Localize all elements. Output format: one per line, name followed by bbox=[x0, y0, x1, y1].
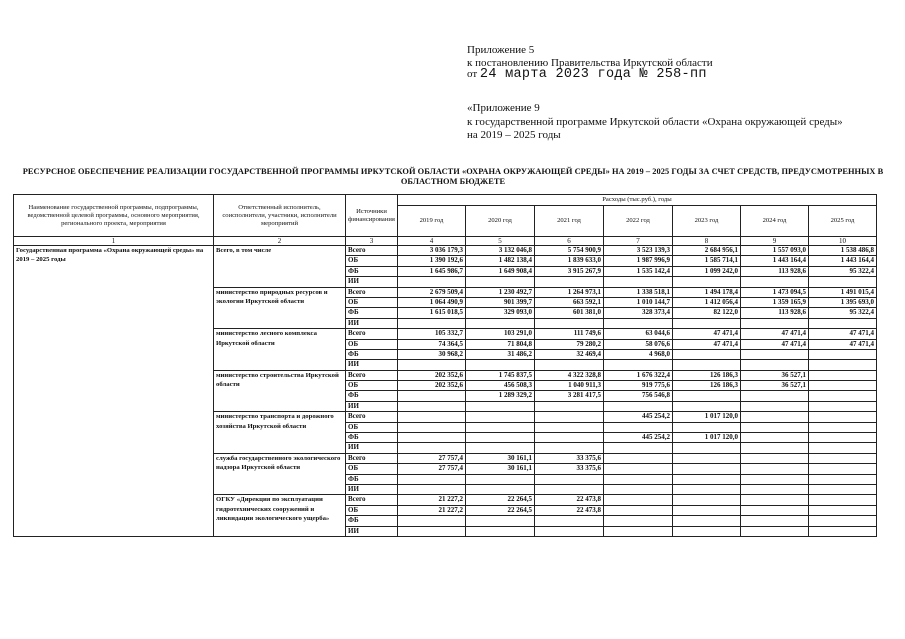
value-cell: 1 064 490,9 bbox=[398, 297, 466, 307]
value-cell: 82 122,0 bbox=[673, 308, 741, 318]
source-cell: ИИ bbox=[346, 484, 398, 494]
program-name-cell: Государственная программа «Охрана окружающей среды» на 2019 – 2025 годы bbox=[14, 246, 214, 537]
value-cell bbox=[466, 401, 535, 411]
resource-table bbox=[13, 194, 877, 537]
value-cell bbox=[604, 495, 673, 505]
value-cell: 1 839 633,0 bbox=[535, 256, 604, 266]
column-number: 1 bbox=[14, 237, 214, 246]
value-cell bbox=[466, 422, 535, 432]
value-cell bbox=[673, 401, 741, 411]
column-number: 3 bbox=[346, 237, 398, 246]
source-cell: ИИ bbox=[346, 318, 398, 328]
column-number: 9 bbox=[741, 237, 809, 246]
value-cell bbox=[673, 526, 741, 536]
value-cell bbox=[398, 391, 466, 401]
annex-line-2: к постановлению Правительства Иркутской области bbox=[467, 57, 713, 69]
value-cell: 445 254,2 bbox=[604, 412, 673, 422]
table-row bbox=[14, 246, 877, 256]
value-cell bbox=[466, 360, 535, 370]
value-cell bbox=[466, 474, 535, 484]
source-cell: ФБ bbox=[346, 516, 398, 526]
value-cell bbox=[673, 443, 741, 453]
value-cell bbox=[673, 516, 741, 526]
value-cell bbox=[809, 433, 877, 443]
source-cell: ОБ bbox=[346, 256, 398, 266]
source-cell: ИИ bbox=[346, 401, 398, 411]
value-cell: 47 471,4 bbox=[741, 339, 809, 349]
annex9-line-3: на 2019 – 2025 годы bbox=[467, 129, 561, 141]
source-cell: ОБ bbox=[346, 422, 398, 432]
annex9-line-2: к государственной программе Иркутской области «Охрана окружающей среды» bbox=[467, 116, 843, 128]
value-cell bbox=[466, 516, 535, 526]
annex-from: от bbox=[467, 68, 478, 80]
value-cell bbox=[604, 516, 673, 526]
value-cell bbox=[809, 422, 877, 432]
value-cell bbox=[466, 443, 535, 453]
value-cell bbox=[673, 453, 741, 463]
value-cell bbox=[741, 443, 809, 453]
value-cell bbox=[604, 505, 673, 515]
value-cell bbox=[809, 495, 877, 505]
value-cell bbox=[673, 495, 741, 505]
value-cell: 47 471,4 bbox=[673, 339, 741, 349]
value-cell bbox=[398, 474, 466, 484]
value-cell bbox=[604, 474, 673, 484]
value-cell: 113 928,6 bbox=[741, 266, 809, 276]
value-cell bbox=[741, 391, 809, 401]
value-cell: 1 230 492,7 bbox=[466, 287, 535, 297]
value-cell: 3 132 046,8 bbox=[466, 246, 535, 256]
value-cell: 1 338 518,1 bbox=[604, 287, 673, 297]
value-cell bbox=[604, 422, 673, 432]
value-cell: 3 281 417,5 bbox=[535, 391, 604, 401]
source-cell: ФБ bbox=[346, 474, 398, 484]
value-cell bbox=[741, 526, 809, 536]
value-cell bbox=[741, 349, 809, 359]
value-cell bbox=[398, 318, 466, 328]
value-cell bbox=[466, 318, 535, 328]
col-header-name: Наименование государственной программы, подпрограммы, ведомственной целевой программы, основного мероприятия, регионального проекта, мероприятия bbox=[14, 195, 214, 237]
value-cell: 901 399,7 bbox=[466, 297, 535, 307]
value-cell: 1 017 120,0 bbox=[673, 433, 741, 443]
value-cell: 4 322 328,8 bbox=[535, 370, 604, 380]
value-cell bbox=[466, 484, 535, 494]
value-cell bbox=[741, 401, 809, 411]
value-cell: 1 615 018,5 bbox=[398, 308, 466, 318]
year-header: 2023 год bbox=[673, 206, 741, 237]
value-cell: 126 186,3 bbox=[673, 370, 741, 380]
value-cell bbox=[535, 422, 604, 432]
value-cell: 31 486,2 bbox=[466, 349, 535, 359]
value-cell bbox=[741, 433, 809, 443]
value-cell bbox=[673, 505, 741, 515]
value-cell bbox=[604, 277, 673, 287]
value-cell bbox=[673, 474, 741, 484]
col-header-executor: Ответственный исполнитель, соисполнители, участники, исполнители мероприятий bbox=[214, 195, 346, 237]
value-cell: 1 649 908,4 bbox=[466, 266, 535, 276]
value-cell: 22 473,8 bbox=[535, 495, 604, 505]
value-cell bbox=[809, 370, 877, 380]
value-cell bbox=[604, 318, 673, 328]
value-cell bbox=[809, 443, 877, 453]
value-cell: 4 968,0 bbox=[604, 349, 673, 359]
value-cell: 1 443 164,4 bbox=[809, 256, 877, 266]
value-cell bbox=[398, 422, 466, 432]
value-cell bbox=[809, 474, 877, 484]
value-cell: 47 471,4 bbox=[809, 329, 877, 339]
value-cell: 22 264,5 bbox=[466, 495, 535, 505]
executor-cell: служба государственного экологического надзора Иркутской области bbox=[214, 453, 346, 495]
value-cell bbox=[535, 401, 604, 411]
col-header-source: Источники финансирования bbox=[346, 195, 398, 237]
source-cell: Всего bbox=[346, 495, 398, 505]
source-cell: ИИ bbox=[346, 360, 398, 370]
year-header: 2019 год bbox=[398, 206, 466, 237]
value-cell bbox=[398, 484, 466, 494]
value-cell bbox=[809, 349, 877, 359]
value-cell: 202 352,6 bbox=[398, 370, 466, 380]
value-cell bbox=[398, 443, 466, 453]
year-header: 2025 год bbox=[809, 206, 877, 237]
value-cell bbox=[398, 412, 466, 422]
value-cell: 601 381,0 bbox=[535, 308, 604, 318]
value-cell bbox=[809, 360, 877, 370]
value-cell: 30 161,1 bbox=[466, 453, 535, 463]
year-header: 2021 год bbox=[535, 206, 604, 237]
value-cell bbox=[535, 412, 604, 422]
value-cell bbox=[398, 433, 466, 443]
value-cell: 105 332,7 bbox=[398, 329, 466, 339]
value-cell: 32 469,4 bbox=[535, 349, 604, 359]
value-cell: 79 280,2 bbox=[535, 339, 604, 349]
value-cell bbox=[604, 453, 673, 463]
source-cell: ОБ bbox=[346, 381, 398, 391]
value-cell bbox=[809, 277, 877, 287]
value-cell: 1 443 164,4 bbox=[741, 256, 809, 266]
column-number: 8 bbox=[673, 237, 741, 246]
annex9-line-1: «Приложение 9 bbox=[467, 102, 540, 114]
value-cell: 36 527,1 bbox=[741, 370, 809, 380]
column-number: 4 bbox=[398, 237, 466, 246]
value-cell bbox=[466, 277, 535, 287]
document-title-line-1: РЕСУРСНОЕ ОБЕСПЕЧЕНИЕ РЕАЛИЗАЦИИ ГОСУДАРСТВЕННОЙ ПРОГРАММЫ ИРКУТСКОЙ ОБЛАСТИ «ОХРАНА ОКРУЖАЮЩЕЙ СРЕДЫ» НА 2019 – 2025 ГОДЫ ЗА СЧЕТ СРЕДСТВ, ПРЕДУСМОТРЕННЫХ В bbox=[22, 167, 884, 176]
source-cell: ОБ bbox=[346, 464, 398, 474]
executor-cell: ОГКУ «Дирекция по эксплуатации гидротехнических сооружений и ликвидации экологического ущерба» bbox=[214, 495, 346, 537]
year-header: 2022 год bbox=[604, 206, 673, 237]
value-cell: 663 592,1 bbox=[535, 297, 604, 307]
value-cell bbox=[741, 453, 809, 463]
source-cell: ОБ bbox=[346, 505, 398, 515]
executor-cell: Всего, в том числе bbox=[214, 246, 346, 288]
value-cell bbox=[673, 391, 741, 401]
source-cell: ОБ bbox=[346, 339, 398, 349]
value-cell bbox=[398, 516, 466, 526]
source-cell: ИИ bbox=[346, 443, 398, 453]
source-cell: Всего bbox=[346, 246, 398, 256]
value-cell bbox=[673, 422, 741, 432]
value-cell: 22 473,8 bbox=[535, 505, 604, 515]
value-cell: 3 523 139,3 bbox=[604, 246, 673, 256]
value-cell: 1 395 693,0 bbox=[809, 297, 877, 307]
value-cell bbox=[604, 484, 673, 494]
value-cell bbox=[466, 526, 535, 536]
value-cell: 1 676 322,4 bbox=[604, 370, 673, 380]
source-cell: ФБ bbox=[346, 433, 398, 443]
value-cell: 1 645 986,7 bbox=[398, 266, 466, 276]
value-cell: 1 412 056,4 bbox=[673, 297, 741, 307]
value-cell: 3 036 179,3 bbox=[398, 246, 466, 256]
value-cell: 1 264 973,1 bbox=[535, 287, 604, 297]
value-cell: 445 254,2 bbox=[604, 433, 673, 443]
value-cell: 113 928,6 bbox=[741, 308, 809, 318]
column-number: 6 bbox=[535, 237, 604, 246]
value-cell: 329 093,0 bbox=[466, 308, 535, 318]
value-cell: 1 987 996,9 bbox=[604, 256, 673, 266]
value-cell bbox=[809, 318, 877, 328]
value-cell bbox=[741, 422, 809, 432]
value-cell bbox=[809, 516, 877, 526]
column-number: 5 bbox=[466, 237, 535, 246]
value-cell bbox=[535, 318, 604, 328]
value-cell bbox=[398, 526, 466, 536]
value-cell bbox=[604, 443, 673, 453]
value-cell: 95 322,4 bbox=[809, 266, 877, 276]
value-cell bbox=[741, 464, 809, 474]
value-cell: 1 482 138,4 bbox=[466, 256, 535, 266]
value-cell bbox=[673, 484, 741, 494]
source-cell: Всего bbox=[346, 329, 398, 339]
source-cell: ФБ bbox=[346, 349, 398, 359]
value-cell bbox=[741, 505, 809, 515]
column-number: 2 bbox=[214, 237, 346, 246]
value-cell: 3 915 267,9 bbox=[535, 266, 604, 276]
value-cell: 36 527,1 bbox=[741, 381, 809, 391]
value-cell bbox=[809, 464, 877, 474]
value-cell: 30 161,1 bbox=[466, 464, 535, 474]
value-cell bbox=[398, 360, 466, 370]
value-cell: 456 508,3 bbox=[466, 381, 535, 391]
value-cell: 1 017 120,0 bbox=[673, 412, 741, 422]
value-cell bbox=[673, 360, 741, 370]
value-cell: 74 364,5 bbox=[398, 339, 466, 349]
year-header: 2020 год bbox=[466, 206, 535, 237]
value-cell bbox=[535, 526, 604, 536]
value-cell bbox=[604, 360, 673, 370]
value-cell bbox=[741, 277, 809, 287]
value-cell: 71 804,8 bbox=[466, 339, 535, 349]
source-cell: Всего bbox=[346, 412, 398, 422]
value-cell: 33 375,6 bbox=[535, 453, 604, 463]
value-cell bbox=[535, 443, 604, 453]
value-cell: 58 076,6 bbox=[604, 339, 673, 349]
source-cell: ОБ bbox=[346, 297, 398, 307]
value-cell bbox=[809, 526, 877, 536]
value-cell: 95 322,4 bbox=[809, 308, 877, 318]
value-cell: 47 471,4 bbox=[741, 329, 809, 339]
value-cell bbox=[673, 277, 741, 287]
value-cell bbox=[673, 318, 741, 328]
value-cell bbox=[673, 349, 741, 359]
executor-cell: министерство строительства Иркутской области bbox=[214, 370, 346, 412]
value-cell bbox=[604, 401, 673, 411]
value-cell: 1 535 142,4 bbox=[604, 266, 673, 276]
value-cell bbox=[604, 526, 673, 536]
value-cell bbox=[741, 474, 809, 484]
source-cell: ИИ bbox=[346, 526, 398, 536]
value-cell: 1 745 837,5 bbox=[466, 370, 535, 380]
column-number: 10 bbox=[809, 237, 877, 246]
value-cell: 1 390 192,6 bbox=[398, 256, 466, 266]
value-cell bbox=[604, 464, 673, 474]
value-cell bbox=[535, 484, 604, 494]
value-cell bbox=[809, 505, 877, 515]
value-cell: 756 546,8 bbox=[604, 391, 673, 401]
source-cell: ФБ bbox=[346, 266, 398, 276]
executor-cell: министерство природных ресурсов и экологии Иркутской области bbox=[214, 287, 346, 329]
value-cell bbox=[535, 433, 604, 443]
document-title bbox=[22, 167, 884, 187]
value-cell: 30 968,2 bbox=[398, 349, 466, 359]
value-cell bbox=[741, 516, 809, 526]
value-cell: 5 754 900,9 bbox=[535, 246, 604, 256]
value-cell: 63 044,6 bbox=[604, 329, 673, 339]
source-cell: ФБ bbox=[346, 308, 398, 318]
value-cell: 1 010 144,7 bbox=[604, 297, 673, 307]
value-cell: 21 227,2 bbox=[398, 495, 466, 505]
document-title-line-2: ОБЛАСТНОМ БЮДЖЕТЕ bbox=[400, 177, 506, 186]
value-cell: 33 375,6 bbox=[535, 464, 604, 474]
value-cell: 1 359 165,9 bbox=[741, 297, 809, 307]
value-cell: 919 775,6 bbox=[604, 381, 673, 391]
value-cell: 1 473 094,5 bbox=[741, 287, 809, 297]
source-cell: Всего bbox=[346, 370, 398, 380]
source-cell: Всего bbox=[346, 287, 398, 297]
col-header-expenses: Расходы (тыс.руб.), годы bbox=[398, 195, 877, 206]
value-cell bbox=[466, 412, 535, 422]
value-cell: 47 471,4 bbox=[673, 329, 741, 339]
value-cell bbox=[741, 484, 809, 494]
value-cell: 1 289 329,2 bbox=[466, 391, 535, 401]
value-cell bbox=[741, 318, 809, 328]
annex-date: 24 марта 2023 года № 258-пп bbox=[479, 67, 707, 82]
value-cell: 1 491 015,4 bbox=[809, 287, 877, 297]
annex-date-line bbox=[467, 68, 707, 81]
value-cell bbox=[809, 381, 877, 391]
value-cell: 328 373,4 bbox=[604, 308, 673, 318]
value-cell: 1 494 178,4 bbox=[673, 287, 741, 297]
source-cell: Всего bbox=[346, 453, 398, 463]
source-cell: ФБ bbox=[346, 391, 398, 401]
year-header: 2024 год bbox=[741, 206, 809, 237]
value-cell bbox=[809, 391, 877, 401]
value-cell bbox=[535, 277, 604, 287]
value-cell: 2 684 956,1 bbox=[673, 246, 741, 256]
value-cell bbox=[741, 412, 809, 422]
value-cell bbox=[398, 401, 466, 411]
value-cell: 202 352,6 bbox=[398, 381, 466, 391]
value-cell: 22 264,5 bbox=[466, 505, 535, 515]
value-cell: 27 757,4 bbox=[398, 464, 466, 474]
value-cell bbox=[673, 464, 741, 474]
executor-cell: министерство транспорта и дорожного хозяйства Иркутской области bbox=[214, 412, 346, 454]
column-number-row bbox=[14, 237, 877, 246]
value-cell: 1 099 242,0 bbox=[673, 266, 741, 276]
column-number: 7 bbox=[604, 237, 673, 246]
value-cell bbox=[535, 516, 604, 526]
value-cell: 27 757,4 bbox=[398, 453, 466, 463]
value-cell bbox=[741, 495, 809, 505]
value-cell: 2 679 509,4 bbox=[398, 287, 466, 297]
value-cell: 111 749,6 bbox=[535, 329, 604, 339]
value-cell: 1 538 486,8 bbox=[809, 246, 877, 256]
value-cell bbox=[809, 401, 877, 411]
value-cell: 126 186,3 bbox=[673, 381, 741, 391]
value-cell bbox=[535, 474, 604, 484]
value-cell: 103 291,0 bbox=[466, 329, 535, 339]
value-cell bbox=[809, 484, 877, 494]
value-cell: 21 227,2 bbox=[398, 505, 466, 515]
annex-line-1: Приложение 5 bbox=[467, 44, 535, 56]
value-cell bbox=[809, 412, 877, 422]
value-cell: 1 585 714,1 bbox=[673, 256, 741, 266]
value-cell: 1 557 093,0 bbox=[741, 246, 809, 256]
value-cell bbox=[809, 453, 877, 463]
value-cell: 47 471,4 bbox=[809, 339, 877, 349]
value-cell bbox=[535, 360, 604, 370]
value-cell: 1 040 911,3 bbox=[535, 381, 604, 391]
executor-cell: министерство лесного комплекса Иркутской области bbox=[214, 329, 346, 371]
value-cell bbox=[741, 360, 809, 370]
value-cell bbox=[466, 433, 535, 443]
source-cell: ИИ bbox=[346, 277, 398, 287]
value-cell bbox=[398, 277, 466, 287]
